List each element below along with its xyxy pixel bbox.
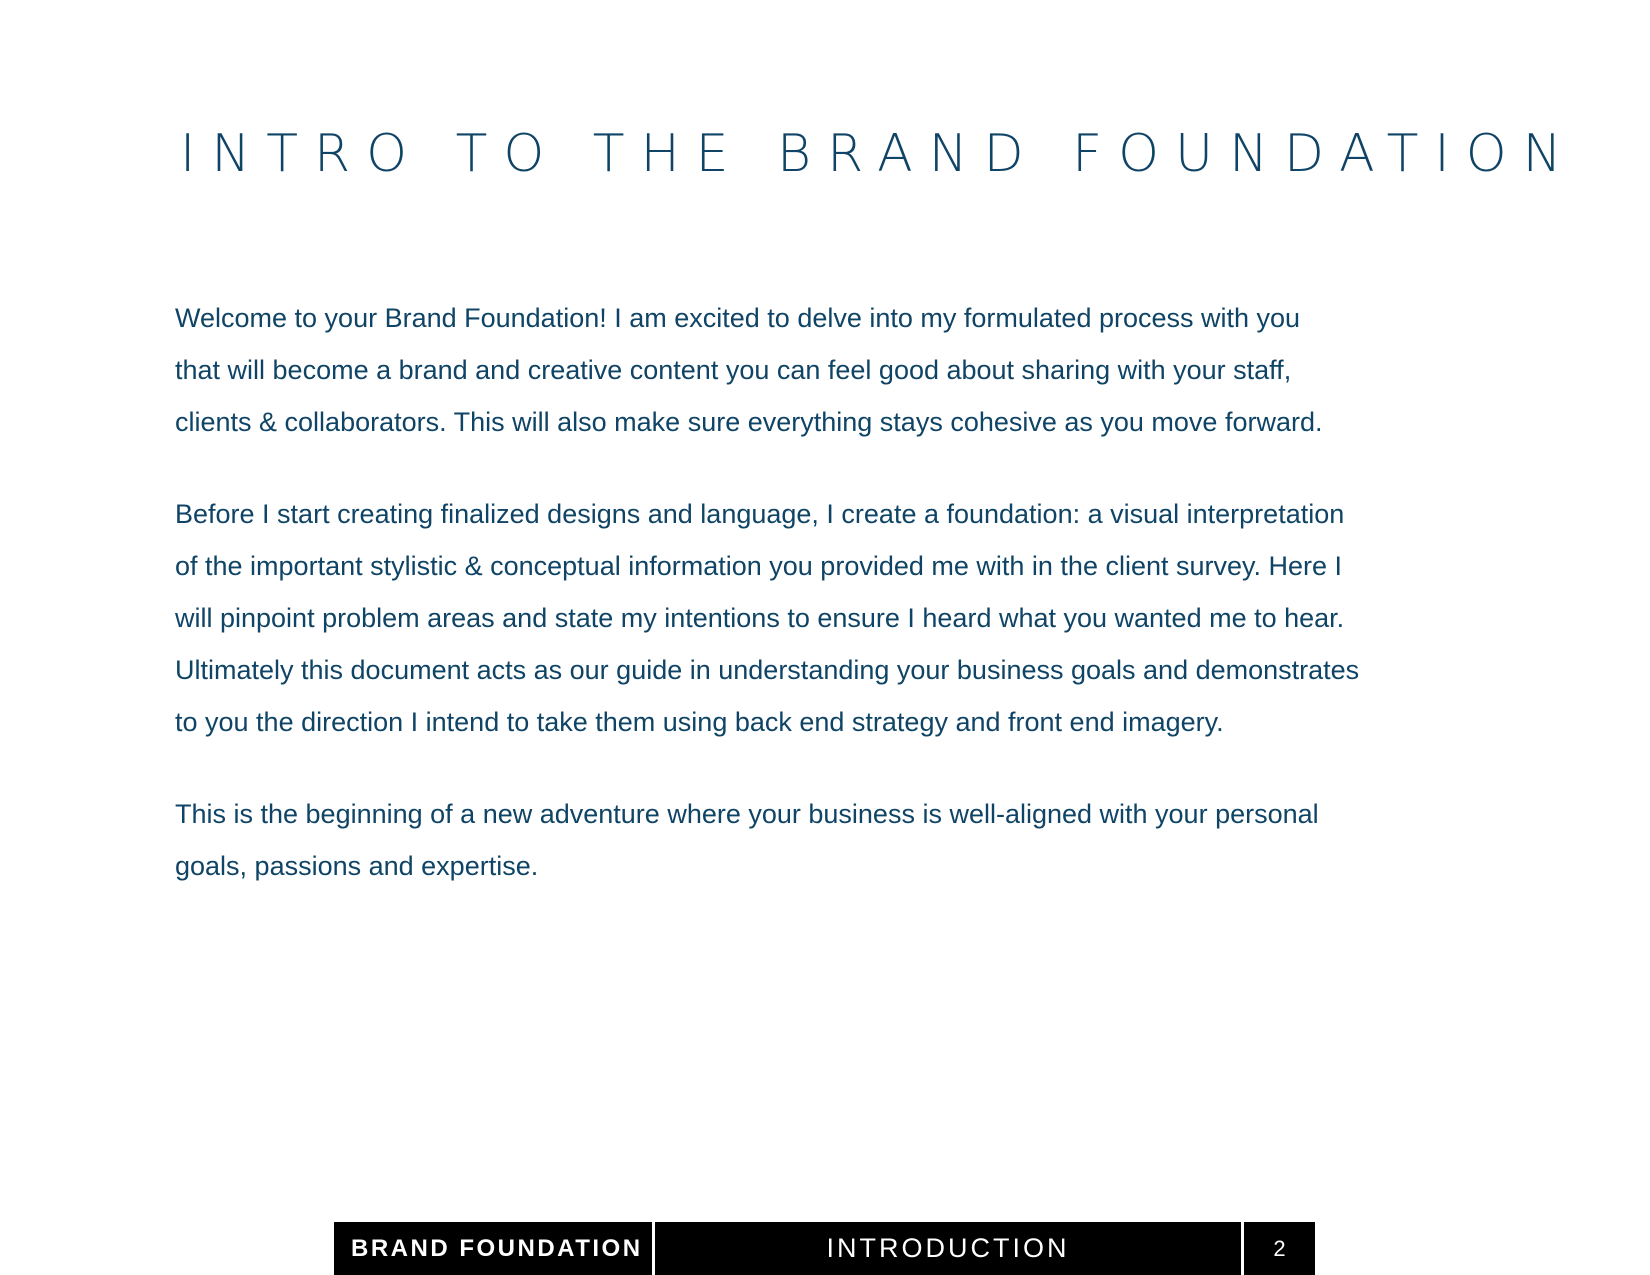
footer-section-label: INTRODUCTION xyxy=(655,1222,1241,1275)
intro-paragraph-welcome: Welcome to your Brand Foundation! I am excited to delve into my formulated process with you that will become a brand and creative content you can feel good about sharing with your staff, clients & collaborators. This will also make sure everything stays cohesive as you move forward. xyxy=(175,303,1323,437)
footer-page-number: 2 xyxy=(1244,1222,1315,1275)
intro-paragraph-adventure: This is the beginning of a new adventure where your business is well-aligned with your personal goals, passions and expertise. xyxy=(175,799,1319,881)
body-copy xyxy=(175,292,1515,932)
page-footer xyxy=(334,1222,1315,1275)
intro-paragraph-process: Before I start creating finalized designs and language, I create a foundation: a visual interpretation of the important stylistic & conceptual information you provided me with in the client survey. Here I will pinpoint problem areas and state my intentions to ensure I heard what you wanted me to hear. Ultimately this document acts as our guide in understanding your business goals and demonstrates to you the direction I intend to take them using back end strategy and front end imagery. xyxy=(175,499,1360,737)
page-title: INTRO TO THE BRAND FOUNDATION xyxy=(180,124,1578,184)
footer-brand-label: BRAND FOUNDATION xyxy=(334,1222,652,1275)
